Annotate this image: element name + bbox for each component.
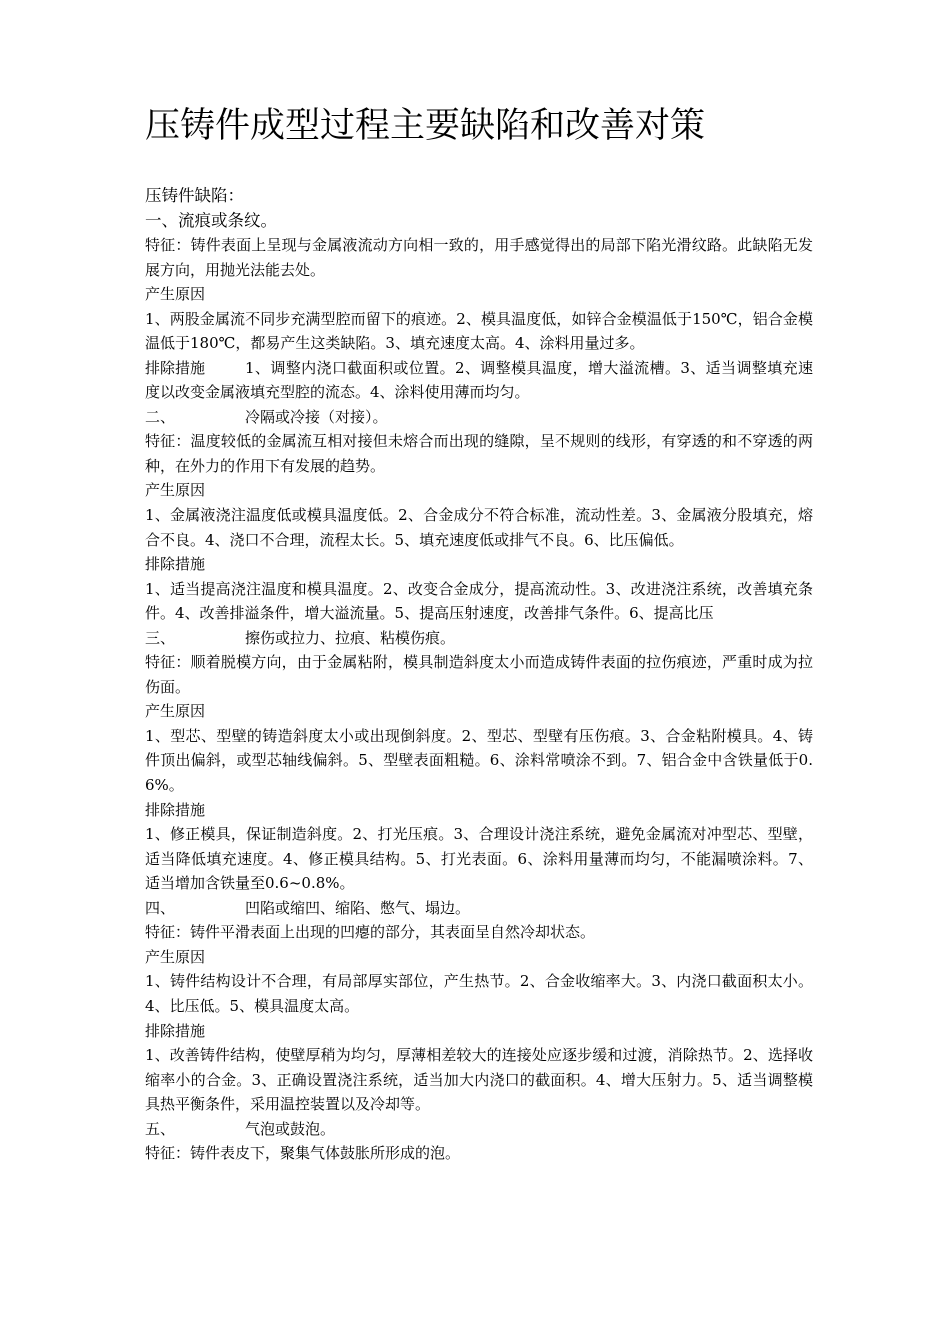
section-1-heading: [145, 209, 813, 234]
section-1-cause: 1、两股金属流不同步充满型腔而留下的痕迹。2、模具温度低，如锌合金模温低于150℃，铝合金模温低于180℃，都易产生这类缺陷。3、填充速度太高。4、涂料用量过多。: [145, 309, 813, 353]
section-1-fix: [145, 356, 813, 405]
section-4-feature: 特征：铸件平滑表面上出现的凹瘪的部分，其表面呈自然冷却状态。: [145, 923, 596, 942]
section-4-cause: 1、铸件结构设计不合理，有局部厚实部位，产生热节。2、合金收缩率大。3、内浇口截面积太小。4、比压低。5、模具温度太高。: [145, 972, 813, 1015]
section-1-number: 一、: [145, 210, 178, 230]
section-4-cause-label: 产生原因: [145, 947, 206, 966]
section-2-name: 冷隔或冷接（对接）。: [245, 407, 388, 426]
section-3-fix-label: 排除措施: [145, 800, 206, 819]
section-4-number: 四、: [145, 898, 176, 917]
intro-heading: 压铸件缺陷：: [145, 186, 244, 205]
section-4-name: 凹陷或缩凹、缩陷、憋气、塌边。: [245, 898, 471, 917]
section-1-name: 流痕或条纹。: [178, 210, 277, 230]
section-2-cause: 1、金属液浇注温度低或模具温度低。2、合金成分不符合标准，流动性差。3、金属液分股填充，熔合不良。4、浇口不合理，流程太长。5、填充速度低或排气不良。6、比压偏低。: [145, 506, 813, 549]
section-1-fix-text: 1、调整内浇口截面积或位置。2、调整模具温度，增大溢流槽。3、适当调整填充速度以改变金属液填充型腔的流态。4、涂料使用薄而均匀。: [145, 358, 813, 402]
section-3-name: 擦伤或拉力、拉痕、粘模伤痕。: [245, 628, 456, 647]
document-title: 压铸件成型过程主要缺陷和改善对策: [145, 106, 706, 146]
section-5-heading: [145, 1117, 813, 1142]
section-1-fix-label: 排除措施: [145, 358, 206, 377]
section-3-number: 三、: [145, 628, 176, 647]
section-3-heading: [145, 626, 813, 651]
section-5-feature: 特征：铸件表皮下，聚集气体鼓胀所形成的泡。: [145, 1144, 461, 1163]
section-2-heading: [145, 405, 813, 430]
section-3-fix: 1、修正模具，保证制造斜度。2、打光压痕。3、合理设计浇注系统，避免金属流对冲型芯、型壁，适当降低填充速度。4、修正模具结构。5、打光表面。6、涂料用量薄而均匀，不能漏喷涂料。7、适当增加含铁量至0.6~0.8%。: [145, 825, 813, 893]
section-2-number: 二、: [145, 407, 176, 426]
section-1-cause-label: 产生原因: [145, 285, 206, 304]
section-4-fix-label: 排除措施: [145, 1021, 206, 1040]
section-1-feature: 特征：铸件表面上呈现与金属液流动方向相一致的，用手感觉得出的局部下陷光滑纹路。此缺陷无发展方向，用抛光法能去处。: [145, 236, 813, 279]
section-5-number: 五、: [145, 1119, 176, 1138]
section-2-feature: 特征：温度较低的金属流互相对接但未熔合而出现的缝隙，呈不规则的线形，有穿透的和不穿透的两种，在外力的作用下有发展的趋势。: [145, 432, 813, 475]
section-5-name: 气泡或鼓泡。: [245, 1119, 336, 1138]
document-body: [145, 184, 813, 1166]
section-2-cause-label: 产生原因: [145, 481, 206, 500]
section-3-cause: 1、型芯、型壁的铸造斜度太小或出现倒斜度。2、型芯、型壁有压伤痕。3、合金粘附模具。4、铸件顶出偏斜，或型芯轴线偏斜。5、型壁表面粗糙。6、涂料常喷涂不到。7、铝合金中含铁量低于0.6%。: [145, 726, 813, 795]
section-3-feature: 特征：顺着脱模方向，由于金属粘附，模具制造斜度太小而造成铸件表面的拉伤痕迹，严重时成为拉伤面。: [145, 653, 813, 696]
section-2-fix: 1、适当提高浇注温度和模具温度。2、改变合金成分，提高流动性。3、改进浇注系统，改善填充条件。4、改善排溢条件，增大溢流量。5、提高压射速度，改善排气条件。6、提高比压: [145, 579, 813, 623]
section-4-fix: 1、改善铸件结构，使壁厚稍为均匀，厚薄相差较大的连接处应逐步缓和过渡，消除热节。2、选择收缩率小的合金。3、正确设置浇注系统，适当加大内浇口的截面积。4、增大压射力。5、适当调整模具热平衡条件，采用温控装置以及冷却等。: [145, 1046, 813, 1114]
section-3-cause-label: 产生原因: [145, 702, 206, 721]
section-4-heading: [145, 896, 813, 921]
section-2-fix-label: 排除措施: [145, 555, 206, 574]
